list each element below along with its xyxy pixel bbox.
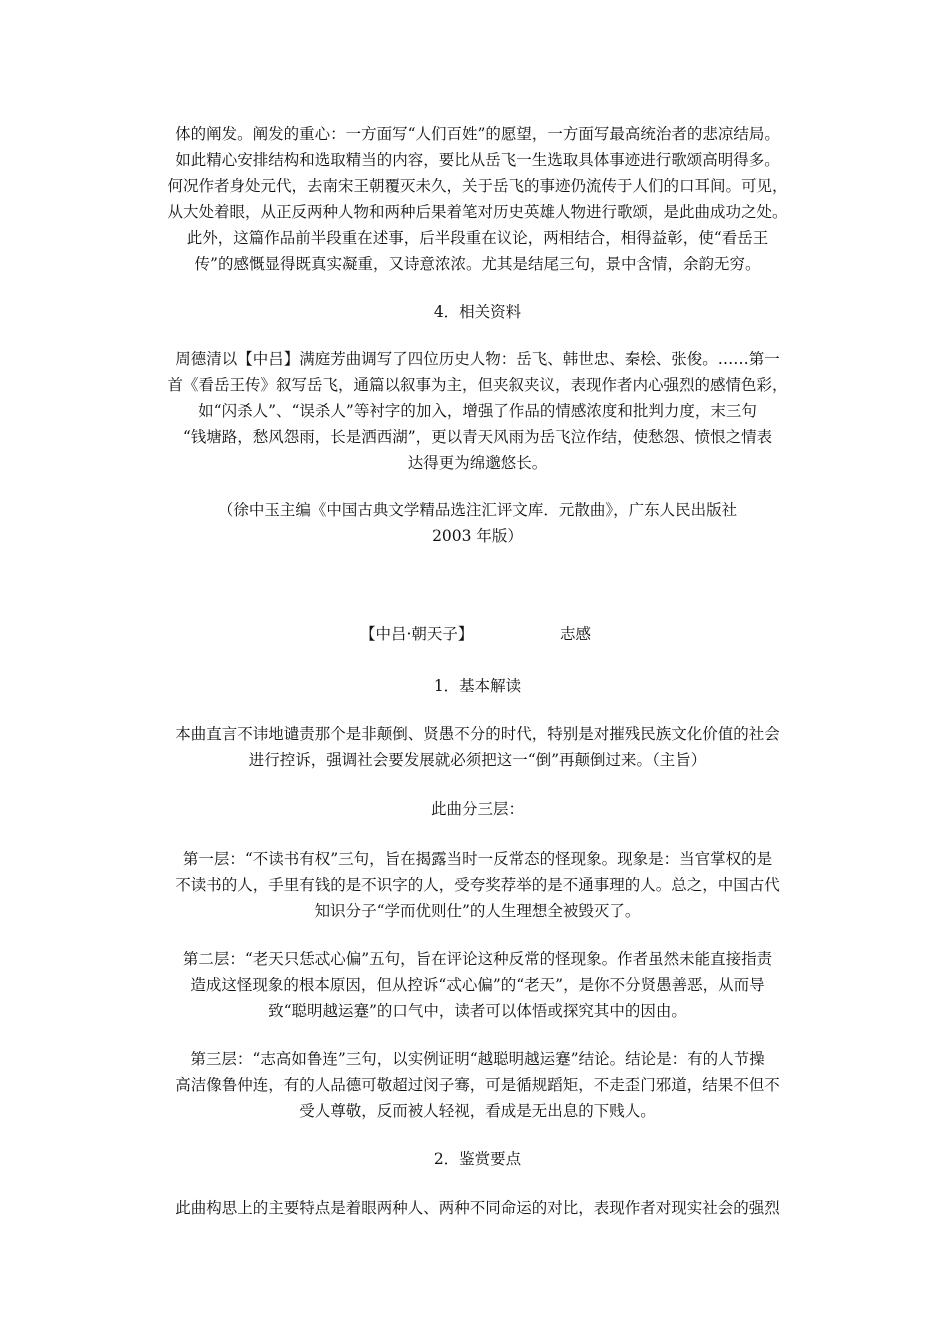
text-line: 从大处着眼，从正反两种人物和两种后果着笔对历史英雄人物进行歌颂，是此曲成功之处。 (167, 203, 788, 221)
text-line: 第三层：“志高如鲁连”三句，以实例证明“越聪明越运蹇”结论。结论是：有的人节操 (190, 1050, 765, 1068)
text-line: 达得更为绵邈悠长。 (407, 454, 548, 472)
text-line: 何况作者身处元代，去南宋王朝覆灭未久，关于岳飞的事迹仍流传于人们的口耳间。可见， (167, 177, 788, 195)
text-line: 如“闪杀人”、“误杀人”等衬字的加入，增强了作品的情感浓度和批判力度，末三句 (198, 402, 757, 420)
layers-heading: 此曲分三层： (430, 800, 524, 818)
text-line: 致“聪明越运蹇”的口气中，读者可以体悟或探究其中的因由。 (268, 1002, 687, 1020)
text-line: 本曲直言不讳地谴责那个是非颠倒、贤愚不分的时代，特别是对摧残民族文化价值的社会 (175, 725, 780, 743)
piece-subtitle: 志感 (560, 625, 592, 643)
text-line: 受人尊敬，反而被人轻视，看成是无出息的下贱人。 (299, 1102, 656, 1120)
paragraph-analysis-conclusion (140, 121, 815, 277)
text-line: “钱塘路，愁风怨雨，长是洒西湖”，更以青天风雨为岳飞泣作结，使愁怨、愤恨之情表 (182, 428, 773, 446)
section-heading-appreciation: 2．鉴赏要点 (433, 1150, 522, 1168)
text-line: 周德清以【中吕】满庭芳曲调写了四位历史人物：岳飞、韩世忠、秦桧、张俊。……第一 (175, 350, 780, 368)
paragraph-layer-one (140, 846, 815, 924)
paragraph-basic-reading (140, 721, 815, 773)
text-line: 此外，这篇作品前半段重在述事，后半段重在议论，两相结合，相得益彰，使“看岳王 (186, 229, 769, 247)
paragraph-layer-three (140, 1046, 815, 1124)
text-line: 首《看岳王传》叙写岳飞，通篇以叙事为主，但夹叙夹议，表现作者内心强烈的感情色彩， (167, 376, 788, 394)
text-line: 高洁像鲁仲连，有的人品德可敬超过闵子骞，可是循规蹈矩，不走歪门邪道，结果不但不 (175, 1076, 780, 1094)
text-line: 进行控诉，强调社会要发展就必须把这一“倒”再颠倒过来。（主旨） (248, 751, 707, 769)
piece-title (140, 621, 815, 647)
text-line: 第一层：“不读书有权”三句，旨在揭露当时一反常态的怪现象。现象是：当官掌权的是 (182, 850, 773, 868)
text-line: 体的阐发。阐发的重心：一方面写“人们百姓”的愿望，一方面写最高统治者的悲凉结局。 (175, 125, 780, 143)
citation (140, 497, 815, 549)
text-line: 知识分子“学而优则仕”的人生理想全被毁灭了。 (314, 902, 641, 920)
text-line: 不读书的人，手里有钱的是不识字的人，受夸奖荐举的是不通事理的人。总之，中国古代 (175, 876, 780, 894)
citation-line: （徐中玉主编《中国古典文学精品选注汇评文库．元散曲》，广东人民出版社 (217, 501, 738, 519)
text-line: 造成这怪现象的根本原因，但从控诉“忒心偏”的“老天”，是你不分贤愚善恶，从而导 (190, 976, 765, 994)
section-heading-related-materials: 4．相关资料 (433, 303, 522, 321)
piece-tune-name: 【中吕·朝天子】 (360, 625, 474, 643)
text-line: 传”的感慨显得既真实凝重，又诗意浓浓。尤其是结尾三句，景中含情，余韵无穷。 (194, 255, 761, 273)
paragraph-layer-two (140, 946, 815, 1024)
section-heading-basic-reading: 1．基本解读 (433, 677, 522, 695)
text-line: 第二层：“老天只恁忒心偏”五句，旨在评论这种反常的怪现象。作者虽然未能直接指责 (182, 950, 773, 968)
paragraph-appreciation (140, 1195, 815, 1221)
citation-line: 2003 年版） (432, 527, 523, 545)
text-line: 此曲构思上的主要特点是着眼两种人、两种不同命运的对比，表现作者对现实社会的强烈 (175, 1199, 780, 1217)
paragraph-related-materials (140, 346, 815, 476)
text-line: 如此精心安排结构和选取精当的内容，要比从岳飞一生选取具体事迹进行歌颂高明得多。 (175, 151, 780, 169)
